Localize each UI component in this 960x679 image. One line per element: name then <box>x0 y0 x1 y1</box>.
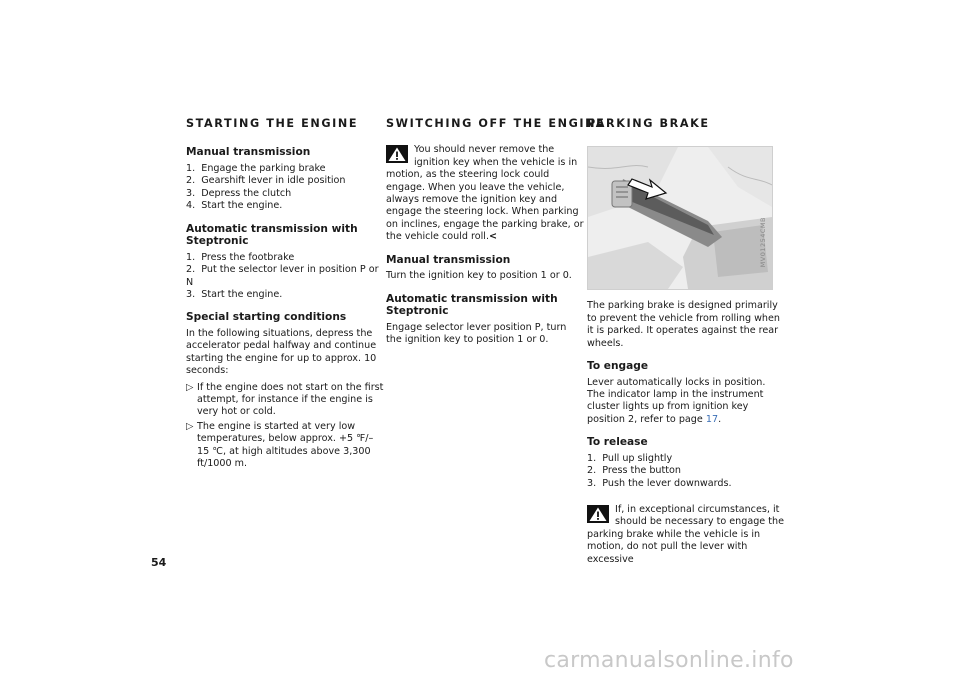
warning-text: You should never remove the ignition key when the vehicle is in motion, as the steering lock could engage. When you leave the vehicle, always remove the ignition key and engage the steering lock. When parking on inclines, engage the parking brake, or the vehicle could roll. <box>386 144 584 243</box>
bullet-arrow-icon: ▷ <box>186 381 194 393</box>
special-conditions-list <box>186 382 384 471</box>
to-engage-text-end: . <box>718 413 722 425</box>
manual-transmission-heading: Manual transmission <box>386 253 511 266</box>
section-title-starting-engine: STARTING THE ENGINE <box>186 117 359 130</box>
manual-steps-list <box>186 163 384 213</box>
to-engage-text-body: Lever automatically locks in position. The indicator lamp in the instrument cluster lights up from ignition key position 2, refer to page <box>587 376 766 425</box>
section-title-switching-off: SWITCHING OFF THE ENGINE <box>386 117 606 130</box>
release-steps-list <box>587 453 785 490</box>
warning-note <box>386 144 584 243</box>
end-mark: < <box>489 231 498 243</box>
list-item: 4. Start the engine. <box>186 200 283 212</box>
automatic-transmission-heading: Automatic transmission with Steptronic <box>186 222 358 248</box>
special-conditions-heading: Special starting conditions <box>186 311 347 324</box>
page-number: 54 <box>151 556 167 569</box>
parking-brake-drawing <box>588 147 772 289</box>
list-item: 2. Gearshift lever in idle position <box>186 175 346 187</box>
parking-brake-intro: The parking brake is designed primarily to prevent the vehicle from rolling when it is parked. It operates against the rear wheels. <box>587 300 780 349</box>
list-item-text: The engine is started at very low temperatures, below approx. +5 ℉/–15 ℃, at high altitudes above 3,300 ft/1000 m. <box>197 420 374 470</box>
warning-note <box>587 504 785 566</box>
parking-brake-column <box>587 118 785 566</box>
automatic-transmission-text: Engage selector lever position P, turn the ignition key to position 1 or 0. <box>386 321 567 346</box>
list-item: 3. Push the lever downwards. <box>587 477 732 489</box>
starting-engine-column <box>186 118 384 473</box>
to-release-heading: To release <box>587 436 648 449</box>
switching-off-column <box>386 117 606 350</box>
to-engage-text <box>587 377 785 427</box>
list-item: 2. Press the button <box>587 465 681 477</box>
automatic-transmission-heading: Automatic transmission with Steptronic <box>386 292 558 318</box>
warning-icon <box>386 145 408 163</box>
list-item: 3. Start the engine. <box>186 289 283 301</box>
figure-code: MV01254CMB <box>758 217 767 268</box>
special-conditions-intro: In the following situations, depress the accelerator pedal halfway and continue starting the engine for up to approx. 10 seconds: <box>186 328 377 377</box>
list-item-text: If the engine does not start on the first attempt, for instance if the engine is very hot or cold. <box>197 381 384 418</box>
section-title-parking-brake: PARKING BRAKE <box>587 117 710 130</box>
list-item: 2. Put the selector lever in position P or N <box>186 264 379 288</box>
list-item: 1. Pull up slightly <box>587 452 673 464</box>
warning-text: If, in exceptional circumstances, it should be necessary to engage the parking brake while the vehicle is in motion, do not pull the lever with excessive <box>587 504 785 565</box>
list-item: 1. Press the footbrake <box>186 251 295 263</box>
list-item: 1. Engage the parking brake <box>186 163 326 174</box>
manual-transmission-text: Turn the ignition key to position 1 or 0. <box>386 270 572 282</box>
automatic-steps-list <box>186 252 384 302</box>
list-item <box>186 421 384 471</box>
to-engage-heading: To engage <box>587 360 649 373</box>
bullet-arrow-icon: ▷ <box>186 420 194 432</box>
warning-icon <box>587 505 609 523</box>
watermark: carmanualsonline.info <box>544 648 794 673</box>
manual-transmission-heading: Manual transmission <box>186 146 311 159</box>
list-item <box>186 382 384 419</box>
page-reference-link[interactable]: 17 <box>705 413 719 425</box>
list-item: 3. Depress the clutch <box>186 187 292 199</box>
parking-brake-illustration <box>587 146 773 290</box>
